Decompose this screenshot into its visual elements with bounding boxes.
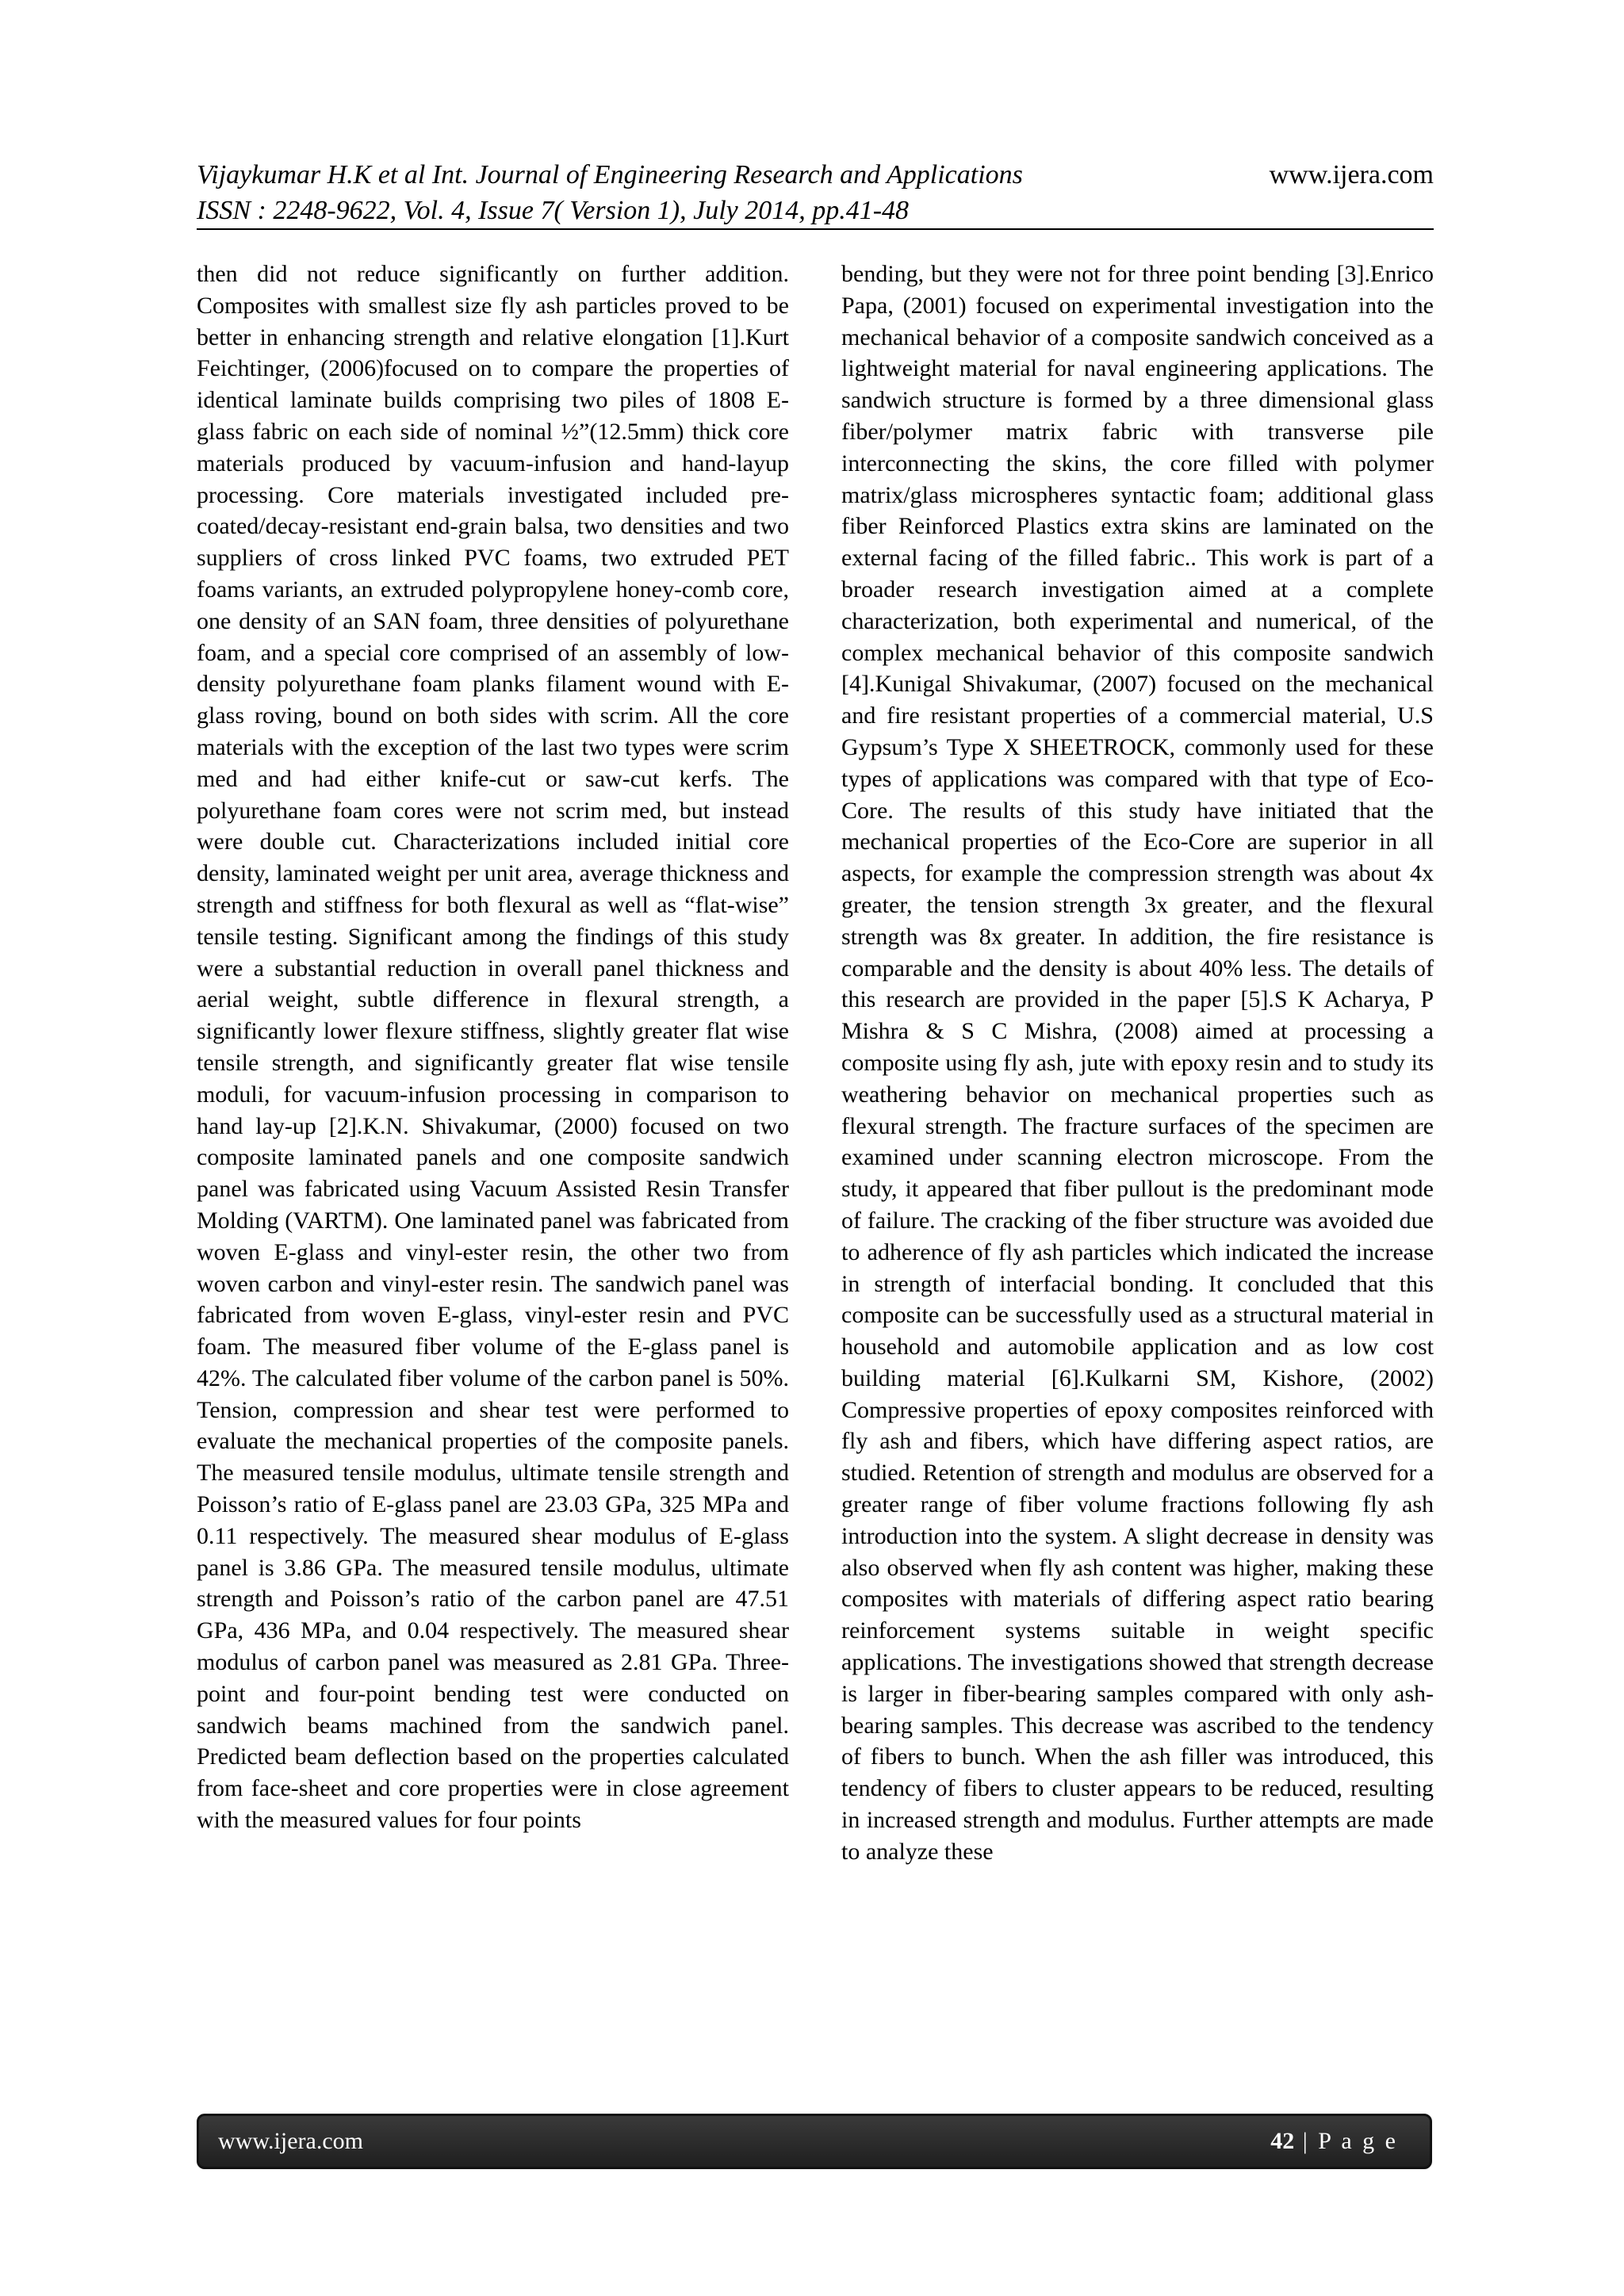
footer-website-link[interactable]: www.ijera.com [218, 2128, 363, 2154]
issn-line: ISSN : 2248-9622, Vol. 4, Issue 7( Version 1), July 2014, pp.41-48 [197, 196, 910, 225]
journal-citation: Vijaykumar H.K et al Int. Journal of Engineering Research and Applications [197, 160, 1023, 189]
right-column-paragraph: bending, but they were not for three point bending [3].Enrico Papa, (2001) focused on experimental investigation into the mechanical behavior of a composite sandwich conceived as a lightweight material for naval engineering applications. The sandwich structure is formed by a three dimensional glass fiber/polymer matrix fabric with transverse pile interconnecting the skins, the core filled with polymer matrix/glass microspheres syntactic foam; additional glass fiber Reinforced Plastics extra skins are laminated on the external facing of the filled fabric.. This work is part of a broader research investigation aimed at a complete characterization, both experimental and numerical, of the complex mechanical behavior of this composite sandwich [4].Kunigal Shivakumar, (2007) focused on the mechanical and fire resistant properties of a commercial material, U.S Gypsum’s Type X SHEETROCK, commonly used for these types of applications was compared with that type of Eco-Core. The results of this study have initiated that the mechanical properties of the Eco-Core are superior in all aspects, for example the compression strength was about 4x greater, the tension strength 3x greater, and the flexural strength was 8x greater. In addition, the fire resistance is comparable and the density is about 40% less. The details of this research are provided in the paper [5].S K Acharya, P Mishra & S C Mishra, (2008) aimed at processing a composite using fly ash, jute with epoxy resin and to study its weathering behavior on mechanical properties such as flexural strength. The fracture surfaces of the specimen are examined under scanning electron microscope. From the study, it appeared that fiber pullout is the predominant mode of failure. The cracking of the fiber structure was avoided due to adherence of fly ash particles which indicated the increase in strength of interfacial bonding. It concluded that this composite can be successfully used as a structural material in household and automobile application and as low cost building material [6].Kulkarni SM, Kishore, (2002) Compressive properties of epoxy composites reinforced with fly ash and fibers, which have differing aspect ratios, are studied. Retention of strength and modulus are observed for a greater range of fiber volume fractions following fly ash introduction into the system. A slight decrease in density was also observed when fly ash content was higher, making these composites with materials of differing aspect ratio bearing reinforcement systems suitable in weight specific applications. The investigations showed that strength decrease is larger in fiber-bearing samples compared with only ash-bearing samples. This decrease was ascribed to the tendency of fibers to bunch. When the ash filler was introduced, this tendency of fibers to cluster appears to be reduced, resulting in increased strength and modulus. Further attempts are made to analyze these [841, 261, 1434, 1865]
header-divider [197, 228, 1434, 230]
page-footer [197, 2114, 1432, 2169]
running-header [197, 157, 1434, 228]
page-number: 42 [1270, 2128, 1295, 2154]
page-indicator [1270, 2128, 1398, 2155]
header-line-1 [197, 157, 1434, 193]
left-text-column [197, 258, 789, 1836]
page-label: | P a g e [1294, 2128, 1398, 2154]
right-text-column [841, 258, 1434, 1868]
left-column-paragraph: then did not reduce significantly on further addition. Composites with smallest size fly ash particles proved to be better in enhancing strength and relative elongation [1].Kurt Feichtinger, (2006)focused on to compare the properties of identical laminate builds comprising two piles of 1808 E-glass fabric on each side of nominal ½”(12.5mm) thick core materials produced by vacuum-infusion and hand-layup processing. Core materials investigated included pre-coated/decay-resistant end-grain balsa, two densities and two suppliers of cross linked PVC foams, two extruded PET foams variants, an extruded polypropylene honey-comb core, one density of an SAN foam, three densities of polyurethane foam, and a special core comprised of an assembly of low-density polyurethane foam planks filament wound with E-glass roving, bound on both sides with scrim. All the core materials with the exception of the last two types were scrim med and had either knife-cut or saw-cut kerfs. The polyurethane foam cores were not scrim med, but instead were double cut. Characterizations included initial core density, laminated weight per unit area, average thickness and strength and stiffness for both flexural as well as “flat-wise” tensile testing. Significant among the findings of this study were a substantial reduction in overall panel thickness and aerial weight, subtle difference in flexural strength, a significantly lower flexure stiffness, slightly greater flat wise tensile strength, and significantly greater flat wise tensile moduli, for vacuum-infusion processing in comparison to hand lay-up [2].K.N. Shivakumar, (2000) focused on two composite laminated panels and one composite sandwich panel was fabricated using Vacuum Assisted Resin Transfer Molding (VARTM). One laminated panel was fabricated from woven E-glass and vinyl-ester resin, the other two from woven carbon and vinyl-ester resin. The sandwich panel was fabricated from woven E-glass, vinyl-ester resin and PVC foam. The measured fiber volume of the E-glass panel is 42%. The calculated fiber volume of the carbon panel is 50%. Tension, compression and shear test were performed to evaluate the mechanical properties of the composite panels. The measured tensile modulus, ultimate tensile strength and Poisson’s ratio of E-glass panel are 23.03 GPa, 325 MPa and 0.11 respectively. The measured shear modulus of E-glass panel is 3.86 GPa. The measured tensile modulus, ultimate strength and Poisson’s ratio of the carbon panel are 47.51 GPa, 436 MPa, and 0.04 respectively. The measured shear modulus of carbon panel was measured as 2.81 GPa. Three-point and four-point bending test were conducted on sandwich beams machined from the sandwich panel. Predicted beam deflection based on the properties calculated from face-sheet and core properties were in close agreement with the measured values for four points [197, 261, 789, 1834]
header-website-link[interactable]: www.ijera.com [1269, 160, 1434, 189]
